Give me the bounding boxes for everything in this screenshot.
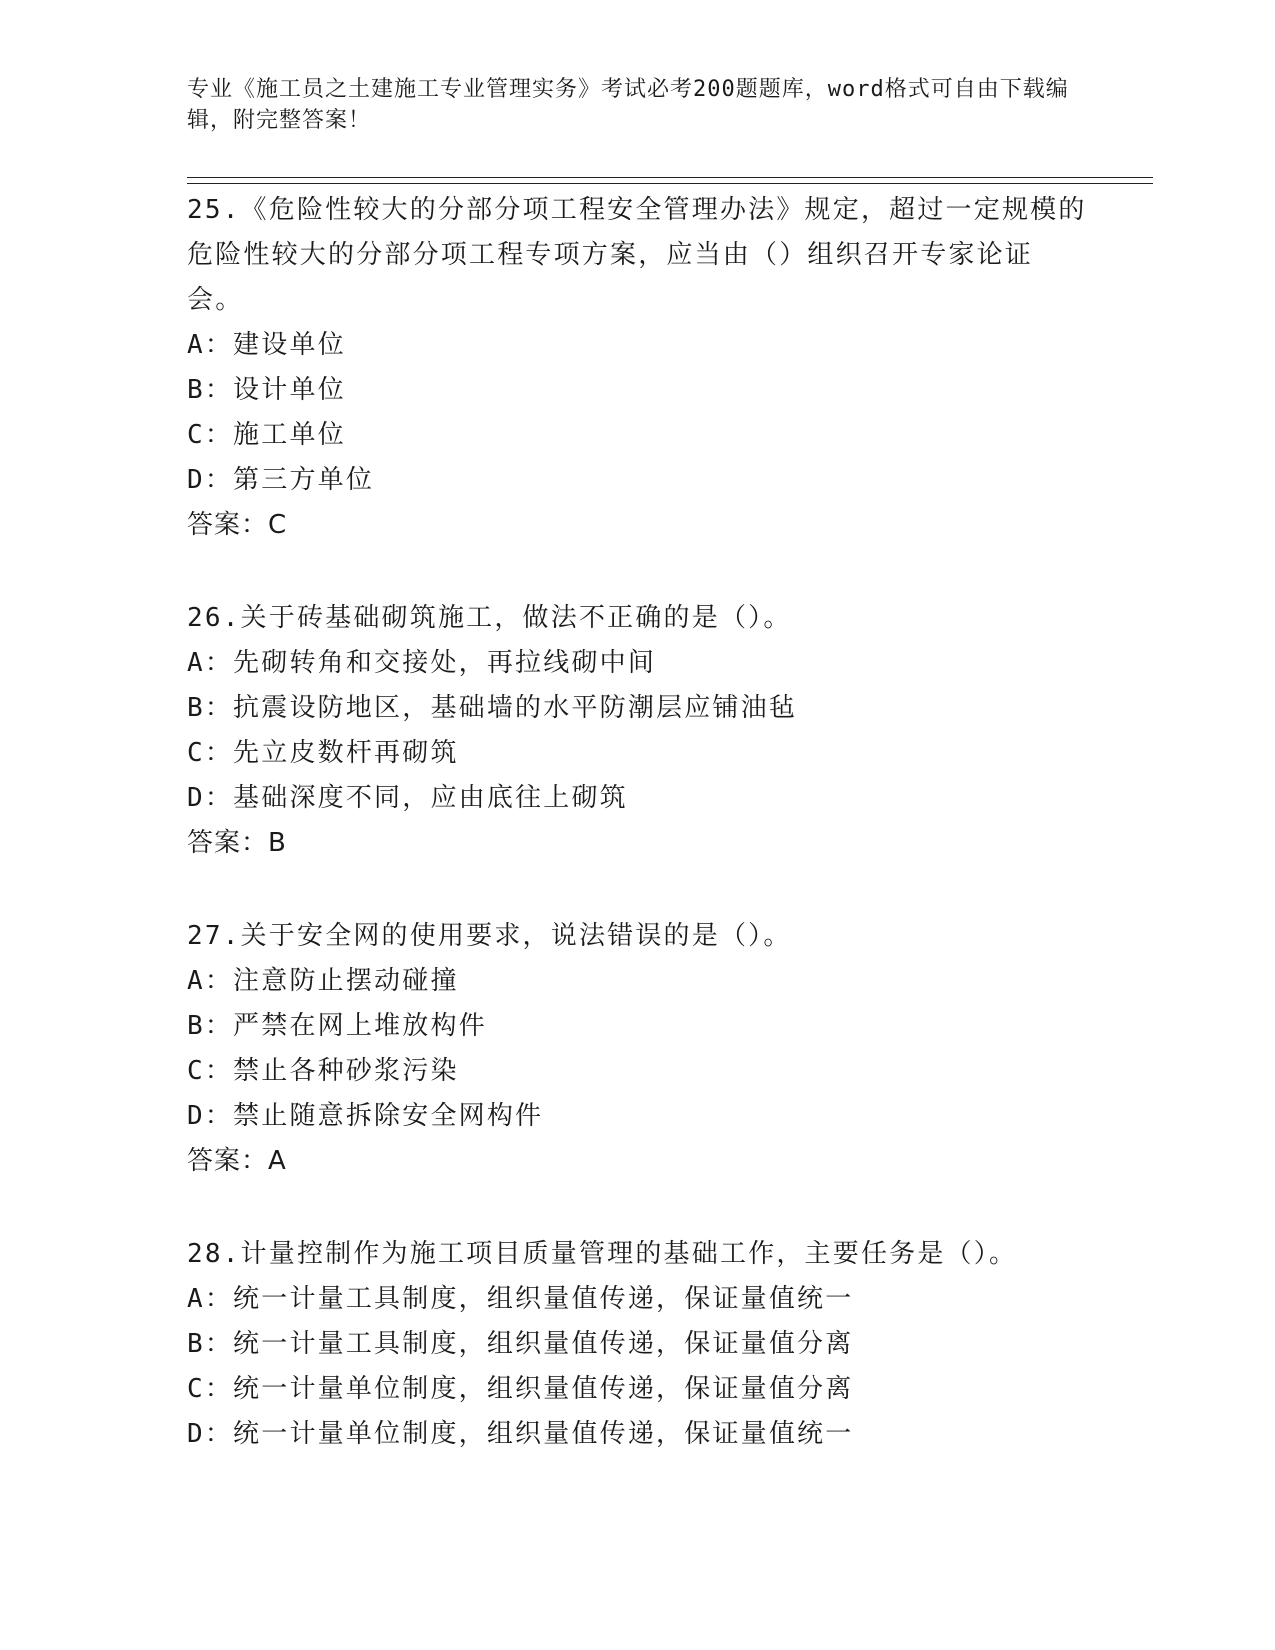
option-a: A：建设单位 <box>187 330 346 360</box>
option-d: D：禁止随意拆除安全网构件 <box>187 1101 544 1131</box>
question-stem: 25.《危险性较大的分部分项工程安全管理办法》规定，超过一定规模的危险性较大的分部分项工程专项方案，应当由（）组织召开专家论证会。 <box>187 195 1087 315</box>
answer-line: 答案：C <box>187 510 288 540</box>
option-b: B：严禁在网上堆放构件 <box>187 1011 487 1041</box>
option-a: A：注意防止摆动碰撞 <box>187 966 459 996</box>
question-27 <box>187 914 1087 1184</box>
option-c: C：先立皮数杆再砌筑 <box>187 738 459 768</box>
answer-line: 答案：A <box>187 1146 287 1176</box>
option-a: A：统一计量工具制度，组织量值传递，保证量值统一 <box>187 1284 854 1314</box>
question-28 <box>187 1232 1087 1457</box>
option-c: C：统一计量单位制度，组织量值传递，保证量值分离 <box>187 1374 854 1404</box>
option-b: B：抗震设防地区，基础墙的水平防潮层应铺油毡 <box>187 693 798 723</box>
option-a: A：先砌转角和交接处，再拉线砌中间 <box>187 648 657 678</box>
option-b: B：设计单位 <box>187 375 346 405</box>
option-d: D：统一计量单位制度，组织量值传递，保证量值统一 <box>187 1419 854 1449</box>
question-stem: 26.关于砖基础砌筑施工，做法不正确的是（）。 <box>187 603 792 633</box>
option-b: B：统一计量工具制度，组织量值传递，保证量值分离 <box>187 1329 854 1359</box>
document-intro: 专业《施工员之土建施工专业管理实务》考试必考200题题库，word格式可自由下载编辑，附完整答案！ <box>187 77 1069 133</box>
question-stem: 28.计量控制作为施工项目质量管理的基础工作，主要任务是（）。 <box>187 1239 1018 1269</box>
header-divider-bottom <box>187 183 1153 184</box>
option-c: C：施工单位 <box>187 420 346 450</box>
question-stem: 27.关于安全网的使用要求，说法错误的是（）。 <box>187 921 792 951</box>
option-c: C：禁止各种砂浆污染 <box>187 1056 459 1086</box>
question-25 <box>187 188 1087 548</box>
question-26 <box>187 596 1087 866</box>
option-d: D：基础深度不同，应由底往上砌筑 <box>187 783 628 813</box>
header-divider-top <box>187 177 1153 178</box>
option-d: D：第三方单位 <box>187 465 375 495</box>
answer-line: 答案：B <box>187 828 287 858</box>
